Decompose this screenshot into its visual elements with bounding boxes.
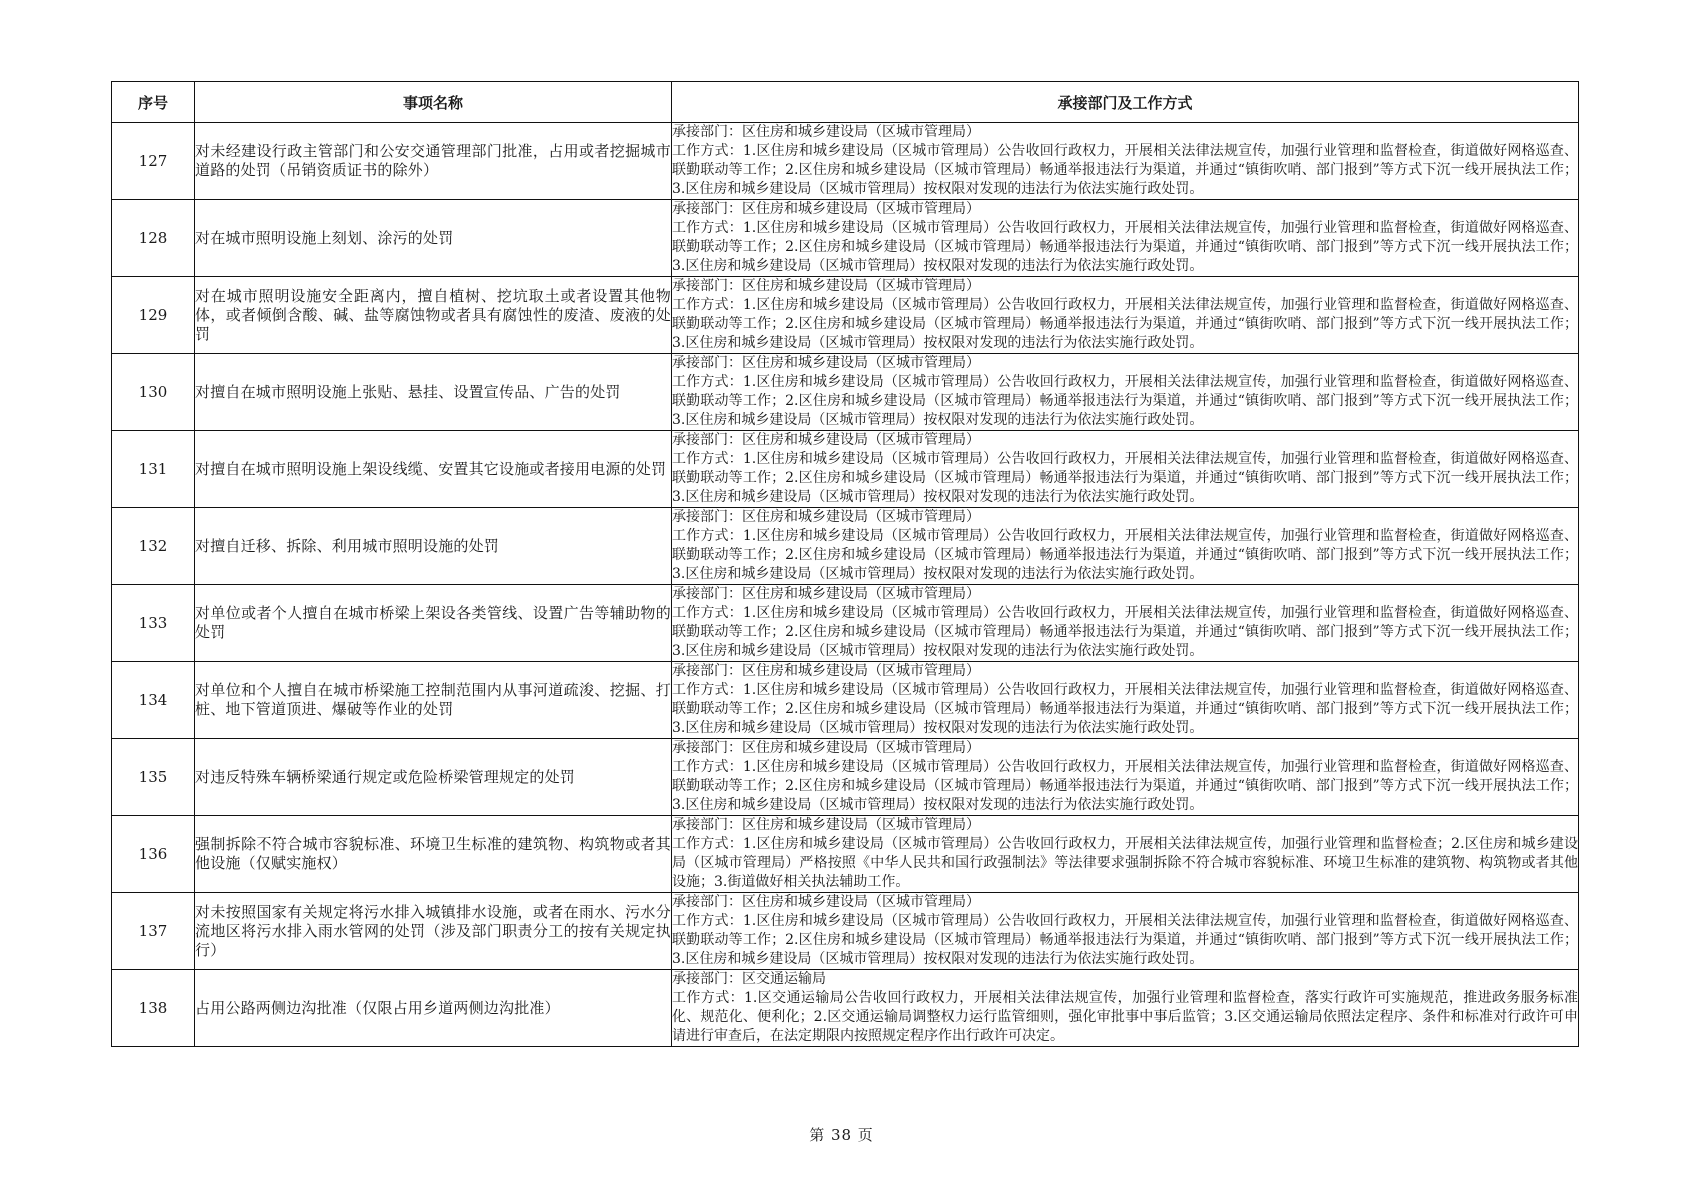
- table-row: [112, 970, 1579, 1047]
- method-text: 工作方式：1.区住房和城乡建设局（区城市管理局）公告收回行政权力，开展相关法律法规宣传，加强行业管理和监督检查，街道做好网格巡查、联勤联动等工作；2.区住房和城乡建设局（区城市管理局）畅通举报违法行为渠道，并通过“镇街吹哨、部门报到”等方式下沉一线开展执法工作；3.区住房和城乡建设局（区城市管理局）按权限对发现的违法行为依法实施行政处罚。: [672, 605, 1578, 659]
- dept-cell: [672, 277, 1579, 354]
- header-seq: 序号: [112, 82, 195, 123]
- row-number: 133: [112, 585, 195, 662]
- item-name: 对在城市照明设施上刻划、涂污的处罚: [195, 200, 672, 277]
- table-row: [112, 200, 1579, 277]
- page-number: 第 38 页: [809, 1126, 874, 1144]
- method-text: 工作方式：1.区交通运输局公告收回行政权力，开展相关法律法规宣传，加强行业管理和监督检查，落实行政许可实施规范，推进政务服务标准化、规范化、便利化；2.区交通运输局调整权力运行监管细则，强化审批事中事后监管；3.区交通运输局依照法定程序、条件和标准对行政许可申请进行审查后，在法定期限内按照规定程序作出行政许可决定。: [672, 990, 1578, 1044]
- dept-line: 承接部门：区交通运输局: [672, 971, 826, 987]
- item-name: 对未经建设行政主管部门和公安交通管理部门批准，占用或者挖掘城市道路的处罚（吊销资质证书的除外）: [195, 123, 672, 200]
- table-row: [112, 431, 1579, 508]
- table-row: [112, 662, 1579, 739]
- method-text: 工作方式：1.区住房和城乡建设局（区城市管理局）公告收回行政权力，开展相关法律法规宣传，加强行业管理和监督检查，街道做好网格巡查、联勤联动等工作；2.区住房和城乡建设局（区城市管理局）畅通举报违法行为渠道，并通过“镇街吹哨、部门报到”等方式下沉一线开展执法工作；3.区住房和城乡建设局（区城市管理局）按权限对发现的违法行为依法实施行政处罚。: [672, 143, 1578, 197]
- table-row: [112, 123, 1579, 200]
- row-number: 128: [112, 200, 195, 277]
- method-text: 工作方式：1.区住房和城乡建设局（区城市管理局）公告收回行政权力，开展相关法律法规宣传，加强行业管理和监督检查，街道做好网格巡查、联勤联动等工作；2.区住房和城乡建设局（区城市管理局）畅通举报违法行为渠道，并通过“镇街吹哨、部门报到”等方式下沉一线开展执法工作；3.区住房和城乡建设局（区城市管理局）按权限对发现的违法行为依法实施行政处罚。: [672, 220, 1578, 274]
- row-number: 135: [112, 739, 195, 816]
- item-name: 强制拆除不符合城市容貌标准、环境卫生标准的建筑物、构筑物或者其他设施（仅赋实施权）: [195, 816, 672, 893]
- dept-line: 承接部门：区住房和城乡建设局（区城市管理局）: [672, 663, 980, 679]
- row-number: 131: [112, 431, 195, 508]
- dept-cell: [672, 354, 1579, 431]
- dept-line: 承接部门：区住房和城乡建设局（区城市管理局）: [672, 509, 980, 525]
- method-text: 工作方式：1.区住房和城乡建设局（区城市管理局）公告收回行政权力，开展相关法律法规宣传，加强行业管理和监督检查，街道做好网格巡查、联勤联动等工作；2.区住房和城乡建设局（区城市管理局）畅通举报违法行为渠道，并通过“镇街吹哨、部门报到”等方式下沉一线开展执法工作；3.区住房和城乡建设局（区城市管理局）按权限对发现的违法行为依法实施行政处罚。: [672, 682, 1578, 736]
- dept-line: 承接部门：区住房和城乡建设局（区城市管理局）: [672, 355, 980, 371]
- row-number: 137: [112, 893, 195, 970]
- dept-line: 承接部门：区住房和城乡建设局（区城市管理局）: [672, 817, 980, 833]
- method-text: 工作方式：1.区住房和城乡建设局（区城市管理局）公告收回行政权力，开展相关法律法规宣传，加强行业管理和监督检查，街道做好网格巡查、联勤联动等工作；2.区住房和城乡建设局（区城市管理局）畅通举报违法行为渠道，并通过“镇街吹哨、部门报到”等方式下沉一线开展执法工作；3.区住房和城乡建设局（区城市管理局）按权限对发现的违法行为依法实施行政处罚。: [672, 374, 1578, 428]
- dept-line: 承接部门：区住房和城乡建设局（区城市管理局）: [672, 124, 980, 140]
- row-number: 138: [112, 970, 195, 1047]
- table-row: [112, 277, 1579, 354]
- method-text: 工作方式：1.区住房和城乡建设局（区城市管理局）公告收回行政权力，开展相关法律法规宣传，加强行业管理和监督检查，街道做好网格巡查、联勤联动等工作；2.区住房和城乡建设局（区城市管理局）畅通举报违法行为渠道，并通过“镇街吹哨、部门报到”等方式下沉一线开展执法工作；3.区住房和城乡建设局（区城市管理局）按权限对发现的违法行为依法实施行政处罚。: [672, 528, 1578, 582]
- items-table: [111, 81, 1579, 1047]
- item-name: 对违反特殊车辆桥梁通行规定或危险桥梁管理规定的处罚: [195, 739, 672, 816]
- table-row: [112, 893, 1579, 970]
- method-text: 工作方式：1.区住房和城乡建设局（区城市管理局）公告收回行政权力，开展相关法律法规宣传，加强行业管理和监督检查，街道做好网格巡查、联勤联动等工作；2.区住房和城乡建设局（区城市管理局）畅通举报违法行为渠道，并通过“镇街吹哨、部门报到”等方式下沉一线开展执法工作；3.区住房和城乡建设局（区城市管理局）按权限对发现的违法行为依法实施行政处罚。: [672, 451, 1578, 505]
- item-name: 对擅自在城市照明设施上架设线缆、安置其它设施或者接用电源的处罚: [195, 431, 672, 508]
- dept-cell: [672, 200, 1579, 277]
- dept-cell: [672, 816, 1579, 893]
- dept-line: 承接部门：区住房和城乡建设局（区城市管理局）: [672, 201, 980, 217]
- item-name: 对单位或者个人擅自在城市桥梁上架设各类管线、设置广告等辅助物的处罚: [195, 585, 672, 662]
- table-row: [112, 508, 1579, 585]
- dept-line: 承接部门：区住房和城乡建设局（区城市管理局）: [672, 432, 980, 448]
- table-header-row: [112, 82, 1579, 123]
- dept-cell: [672, 662, 1579, 739]
- dept-cell: [672, 970, 1579, 1047]
- dept-line: 承接部门：区住房和城乡建设局（区城市管理局）: [672, 740, 980, 756]
- dept-cell: [672, 123, 1579, 200]
- row-number: 132: [112, 508, 195, 585]
- header-dept-method: 承接部门及工作方式: [672, 82, 1579, 123]
- dept-cell: [672, 739, 1579, 816]
- method-text: 工作方式：1.区住房和城乡建设局（区城市管理局）公告收回行政权力，开展相关法律法规宣传，加强行业管理和监督检查，街道做好网格巡查、联勤联动等工作；2.区住房和城乡建设局（区城市管理局）畅通举报违法行为渠道，并通过“镇街吹哨、部门报到”等方式下沉一线开展执法工作；3.区住房和城乡建设局（区城市管理局）按权限对发现的违法行为依法实施行政处罚。: [672, 759, 1578, 813]
- item-name: 对未按照国家有关规定将污水排入城镇排水设施，或者在雨水、污水分流地区将污水排入雨水管网的处罚（涉及部门职责分工的按有关规定执行）: [195, 893, 672, 970]
- dept-line: 承接部门：区住房和城乡建设局（区城市管理局）: [672, 894, 980, 910]
- item-name: 对单位和个人擅自在城市桥梁施工控制范围内从事河道疏浚、挖掘、打桩、地下管道顶进、爆破等作业的处罚: [195, 662, 672, 739]
- dept-cell: [672, 585, 1579, 662]
- method-text: 工作方式：1.区住房和城乡建设局（区城市管理局）公告收回行政权力，开展相关法律法规宣传，加强行业管理和监督检查，街道做好网格巡查、联勤联动等工作；2.区住房和城乡建设局（区城市管理局）畅通举报违法行为渠道，并通过“镇街吹哨、部门报到”等方式下沉一线开展执法工作；3.区住房和城乡建设局（区城市管理局）按权限对发现的违法行为依法实施行政处罚。: [672, 297, 1578, 351]
- table-row: [112, 585, 1579, 662]
- row-number: 129: [112, 277, 195, 354]
- row-number: 130: [112, 354, 195, 431]
- dept-cell: [672, 893, 1579, 970]
- table-row: [112, 354, 1579, 431]
- dept-cell: [672, 508, 1579, 585]
- method-text: 工作方式：1.区住房和城乡建设局（区城市管理局）公告收回行政权力，开展相关法律法规宣传，加强行业管理和监督检查，街道做好网格巡查、联勤联动等工作；2.区住房和城乡建设局（区城市管理局）畅通举报违法行为渠道，并通过“镇街吹哨、部门报到”等方式下沉一线开展执法工作；3.区住房和城乡建设局（区城市管理局）按权限对发现的违法行为依法实施行政处罚。: [672, 913, 1578, 967]
- dept-cell: [672, 431, 1579, 508]
- table-row: [112, 816, 1579, 893]
- dept-line: 承接部门：区住房和城乡建设局（区城市管理局）: [672, 278, 980, 294]
- row-number: 127: [112, 123, 195, 200]
- item-name: 对擅自在城市照明设施上张贴、悬挂、设置宣传品、广告的处罚: [195, 354, 672, 431]
- item-name: 对在城市照明设施安全距离内，擅自植树、挖坑取土或者设置其他物体，或者倾倒含酸、碱、盐等腐蚀物或者具有腐蚀性的废渣、废液的处罚: [195, 277, 672, 354]
- row-number: 136: [112, 816, 195, 893]
- table-row: [112, 739, 1579, 816]
- item-name: 占用公路两侧边沟批准（仅限占用乡道两侧边沟批准）: [195, 970, 672, 1047]
- dept-line: 承接部门：区住房和城乡建设局（区城市管理局）: [672, 586, 980, 602]
- item-name: 对擅自迁移、拆除、利用城市照明设施的处罚: [195, 508, 672, 585]
- method-text: 工作方式：1.区住房和城乡建设局（区城市管理局）公告收回行政权力，开展相关法律法规宣传，加强行业管理和监督检查；2.区住房和城乡建设局（区城市管理局）严格按照《中华人民共和国行政强制法》等法律要求强制拆除不符合城市容貌标准、环境卫生标准的建筑物、构筑物或者其他设施；3.街道做好相关执法辅助工作。: [672, 836, 1578, 890]
- row-number: 134: [112, 662, 195, 739]
- header-item-name: 事项名称: [195, 82, 672, 123]
